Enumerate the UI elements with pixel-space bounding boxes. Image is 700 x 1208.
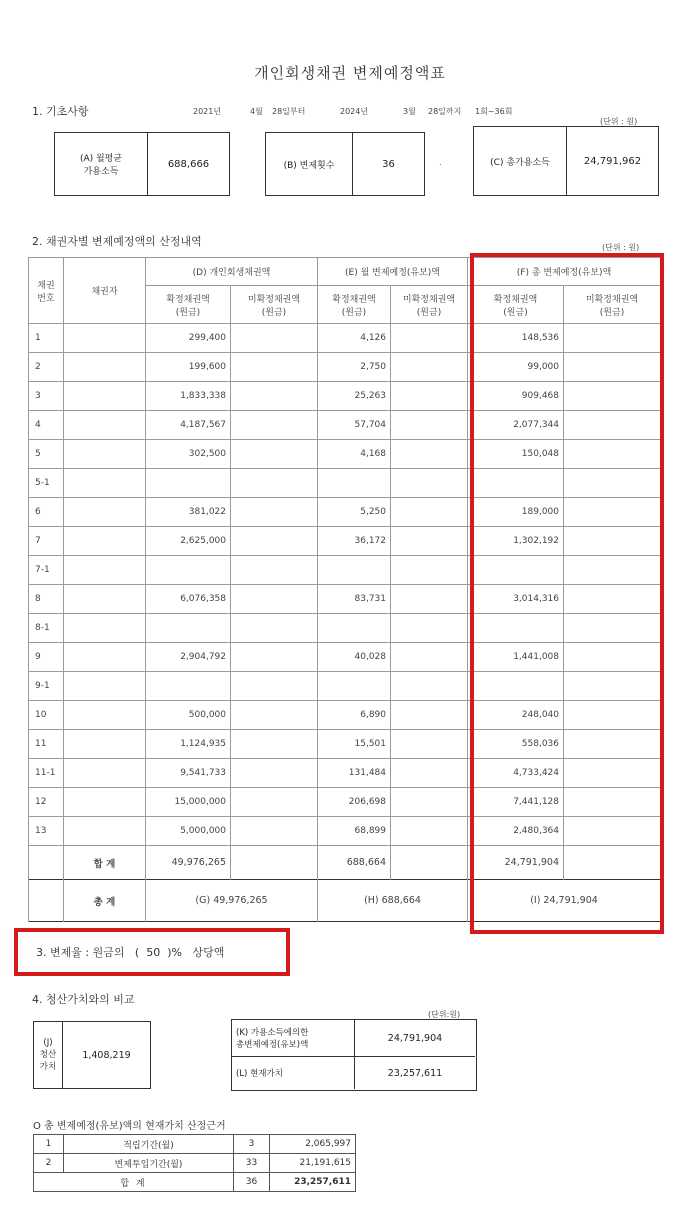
document-title: 개인회생채권 변제예정액표 xyxy=(254,64,446,82)
f-confirmed-cell: 3,014,316 xyxy=(468,585,564,614)
section1-heading: 1. 기초사항 xyxy=(32,105,89,118)
e-unconfirmed-cell xyxy=(391,527,468,556)
e-unconfirmed-cell xyxy=(391,643,468,672)
period-end-day: 28일까지 xyxy=(428,107,462,116)
e-unconfirmed-cell xyxy=(391,817,468,846)
f-confirmed-cell: 2,480,364 xyxy=(468,817,564,846)
present-value-basis-table xyxy=(33,1134,356,1192)
f-confirmed-cell: 7,441,128 xyxy=(468,788,564,817)
j-label-1: (J) xyxy=(43,1038,53,1048)
creditor-no-cell: 11 xyxy=(29,730,64,759)
box-c-total-income xyxy=(473,126,659,196)
e-unconfirmed-cell xyxy=(391,498,468,527)
d-unconfirmed-cell xyxy=(231,556,318,585)
total-label: 총 계 xyxy=(64,880,146,922)
subtotal-label: 합 계 xyxy=(64,846,146,880)
creditor-no-cell: 7-1 xyxy=(29,556,64,585)
d-unconfirmed-cell xyxy=(231,527,318,556)
e-unconfirmed-cell xyxy=(391,382,468,411)
d-confirmed-cell: 500,000 xyxy=(146,701,231,730)
e-unconfirmed-cell xyxy=(391,614,468,643)
d-unconfirmed-cell xyxy=(231,759,318,788)
col-d-unconfirmed-line1: 미확정채권액 xyxy=(247,294,301,305)
basis-row-2-no: 2 xyxy=(34,1154,64,1173)
col-group-d: (D) 개인회생채권액 xyxy=(146,258,318,286)
section4-heading: 4. 청산가치와의 비교 xyxy=(32,993,135,1006)
creditor-name-cell xyxy=(64,730,146,759)
e-confirmed-cell: 4,126 xyxy=(318,324,391,353)
creditor-name-cell xyxy=(64,556,146,585)
e-confirmed-cell: 57,704 xyxy=(318,411,391,440)
e-confirmed-cell: 83,731 xyxy=(318,585,391,614)
d-confirmed-cell xyxy=(146,469,231,498)
basis-total-months: 36 xyxy=(234,1173,270,1192)
e-confirmed-cell: 131,484 xyxy=(318,759,391,788)
section1-unit: (단위 : 원) xyxy=(600,117,638,126)
basis-total-row xyxy=(34,1173,356,1192)
creditor-name-cell xyxy=(64,527,146,556)
d-unconfirmed-cell xyxy=(231,382,318,411)
col-f-confirmed-line2: (원금) xyxy=(503,307,528,318)
d-unconfirmed-cell xyxy=(231,817,318,846)
f-confirmed-cell: 248,040 xyxy=(468,701,564,730)
box-c-value: 24,791,962 xyxy=(583,155,642,167)
col-header-creditor: 채권자 xyxy=(64,258,146,324)
creditor-name-cell xyxy=(64,817,146,846)
d-unconfirmed-cell xyxy=(231,498,318,527)
box-a-value: 688,666 xyxy=(167,158,210,170)
basis-total-amount: 23,257,611 xyxy=(270,1173,356,1192)
creditor-name-cell xyxy=(64,382,146,411)
col-d-unconfirmed-line2: (원금) xyxy=(261,307,287,318)
creditor-no-cell: 9-1 xyxy=(29,672,64,701)
creditor-name-cell xyxy=(64,788,146,817)
d-confirmed-cell xyxy=(146,614,231,643)
j-label-3: 가치 xyxy=(39,1062,57,1072)
e-unconfirmed-cell xyxy=(391,440,468,469)
col-d-confirmed xyxy=(146,286,231,324)
total-h: (H) 688,664 xyxy=(318,880,468,922)
period-rounds: 1회~36회 xyxy=(475,107,513,116)
creditor-no-cell: 4 xyxy=(29,411,64,440)
d-unconfirmed-cell xyxy=(231,730,318,759)
e-unconfirmed-cell xyxy=(391,353,468,382)
repayment-rate-box xyxy=(14,928,290,976)
col-header-no-line1: 채권 xyxy=(37,280,55,291)
creditor-no-cell: 1 xyxy=(29,324,64,353)
d-unconfirmed-cell xyxy=(231,353,318,382)
box-b-label: (B) 변제횟수 xyxy=(266,133,353,195)
period-start-month: 4월 xyxy=(250,107,263,116)
col-header-no-line2: 번호 xyxy=(37,293,55,304)
section4-unit: (단위:원) xyxy=(428,1010,461,1019)
liquidation-value-box xyxy=(33,1021,151,1089)
d-unconfirmed-cell xyxy=(231,324,318,353)
e-unconfirmed-cell xyxy=(391,556,468,585)
col-group-e: (E) 월 변제예정(유보)액 xyxy=(318,258,468,286)
creditor-no-cell: 7 xyxy=(29,527,64,556)
basis-row-1-no: 1 xyxy=(34,1135,64,1154)
highlight-total-repayment-column xyxy=(470,253,664,934)
creditor-no-cell: 2 xyxy=(29,353,64,382)
f-confirmed-cell: 1,441,008 xyxy=(468,643,564,672)
d-confirmed-cell: 9,541,733 xyxy=(146,759,231,788)
d-unconfirmed-cell xyxy=(231,788,318,817)
f-confirmed-cell: 148,536 xyxy=(468,324,564,353)
k-label xyxy=(232,1020,355,1057)
d-confirmed-cell: 299,400 xyxy=(146,324,231,353)
repayment-rate-text: 3. 변제율 : 원금의 ( 50 )% 상당액 xyxy=(36,946,225,959)
creditor-name-cell xyxy=(64,440,146,469)
d-unconfirmed-cell xyxy=(231,643,318,672)
d-unconfirmed-cell xyxy=(231,469,318,498)
e-confirmed-cell: 68,899 xyxy=(318,817,391,846)
e-confirmed-cell: 15,501 xyxy=(318,730,391,759)
d-unconfirmed-cell xyxy=(231,701,318,730)
col-d-confirmed-line1: 확정채권액 xyxy=(166,294,210,305)
creditor-name-cell xyxy=(64,324,146,353)
period-end-month: 3월 xyxy=(403,107,416,116)
box-b-repayments xyxy=(265,132,425,196)
f-confirmed-cell: 99,000 xyxy=(468,353,564,382)
e-confirmed-cell: 25,263 xyxy=(318,382,391,411)
e-unconfirmed-cell xyxy=(391,469,468,498)
col-d-confirmed-line2: (원금) xyxy=(175,307,201,318)
col-e-unconfirmed-line1: 미확정채권액 xyxy=(402,294,456,305)
col-f-confirmed-line1: 확정채권액 xyxy=(493,294,538,305)
f-confirmed-cell: 4,733,424 xyxy=(468,759,564,788)
e-confirmed-cell: 40,028 xyxy=(318,643,391,672)
basis-row-2-months: 33 xyxy=(234,1154,270,1173)
subtotal-d: 49,976,265 xyxy=(146,846,231,880)
d-confirmed-cell: 199,600 xyxy=(146,353,231,382)
creditor-name-cell xyxy=(64,469,146,498)
e-unconfirmed-cell xyxy=(391,324,468,353)
creditor-no-cell: 8 xyxy=(29,585,64,614)
j-label xyxy=(34,1022,63,1088)
d-unconfirmed-cell xyxy=(231,614,318,643)
e-unconfirmed-cell xyxy=(391,411,468,440)
creditor-name-cell xyxy=(64,585,146,614)
e-confirmed-cell: 4,168 xyxy=(318,440,391,469)
f-confirmed-cell: 189,000 xyxy=(468,498,564,527)
k-value: 24,791,904 xyxy=(355,1020,475,1057)
creditor-name-cell xyxy=(64,701,146,730)
e-confirmed-cell: 206,698 xyxy=(318,788,391,817)
col-f-unconfirmed-line1: 미확정채권액 xyxy=(585,294,639,305)
section2-unit: (단위 : 원) xyxy=(602,243,640,252)
e-unconfirmed-cell xyxy=(391,759,468,788)
basis-row-1 xyxy=(34,1135,356,1154)
creditor-no-cell: 5-1 xyxy=(29,469,64,498)
f-confirmed-cell: 558,036 xyxy=(468,730,564,759)
d-unconfirmed-cell xyxy=(231,411,318,440)
col-e-confirmed xyxy=(318,286,391,324)
d-unconfirmed-cell xyxy=(231,440,318,469)
creditor-name-cell xyxy=(64,759,146,788)
present-value-basis-heading: O 총 변제예정(유보)액의 현재가치 산정근거 xyxy=(33,1121,226,1132)
d-confirmed-cell: 302,500 xyxy=(146,440,231,469)
col-e-unconfirmed-line2: (원금) xyxy=(416,307,442,318)
l-value: 23,257,611 xyxy=(387,1067,443,1079)
e-confirmed-cell xyxy=(318,672,391,701)
creditor-no-cell: 3 xyxy=(29,382,64,411)
d-confirmed-cell: 5,000,000 xyxy=(146,817,231,846)
creditor-name-cell xyxy=(64,498,146,527)
e-unconfirmed-cell xyxy=(391,701,468,730)
e-confirmed-cell: 5,250 xyxy=(318,498,391,527)
basis-total-label: 합 계 xyxy=(34,1173,234,1192)
period-start-day: 28일부터 xyxy=(272,107,306,116)
e-confirmed-cell xyxy=(318,469,391,498)
col-group-f: (F) 총 변제예정(유보)액 xyxy=(468,258,661,286)
e-unconfirmed-cell xyxy=(391,672,468,701)
creditor-no-cell: 11-1 xyxy=(29,759,64,788)
basis-row-1-months: 3 xyxy=(234,1135,270,1154)
d-unconfirmed-cell xyxy=(231,672,318,701)
e-confirmed-cell xyxy=(318,614,391,643)
creditor-name-cell xyxy=(64,353,146,382)
creditor-no-cell: 9 xyxy=(29,643,64,672)
d-confirmed-cell: 15,000,000 xyxy=(146,788,231,817)
basis-row-2-amount: 21,191,615 xyxy=(270,1154,356,1173)
creditor-no-cell: 6 xyxy=(29,498,64,527)
subtotal-e: 688,664 xyxy=(318,846,391,880)
col-e-unconfirmed xyxy=(391,286,468,324)
basis-row-2-label: 변제투입기간(월) xyxy=(64,1154,234,1173)
f-confirmed-cell: 150,048 xyxy=(468,440,564,469)
d-confirmed-cell xyxy=(146,556,231,585)
e-confirmed-cell: 6,890 xyxy=(318,701,391,730)
creditor-name-cell xyxy=(64,411,146,440)
col-f-unconfirmed-line2: (원금) xyxy=(599,307,625,318)
f-confirmed-cell: 909,468 xyxy=(468,382,564,411)
col-header-no xyxy=(29,258,64,324)
creditor-no-cell: 10 xyxy=(29,701,64,730)
d-confirmed-cell xyxy=(146,672,231,701)
d-confirmed-cell: 2,904,792 xyxy=(146,643,231,672)
e-unconfirmed-cell xyxy=(391,788,468,817)
box-a-label xyxy=(55,133,148,195)
box-a-label-line2: 가용소득 xyxy=(83,167,119,177)
col-d-unconfirmed xyxy=(231,286,318,324)
box-a-label-line1: (A) 월평균 xyxy=(79,154,123,164)
l-label: (L) 현재가치 xyxy=(232,1057,355,1089)
col-e-confirmed-line1: 확정채권액 xyxy=(332,294,376,305)
d-confirmed-cell: 1,124,935 xyxy=(146,730,231,759)
k-label-1: (K) 가용소득에의한 xyxy=(236,1028,309,1038)
total-g: (G) 49,976,265 xyxy=(146,880,318,922)
e-confirmed-cell: 36,172 xyxy=(318,527,391,556)
d-confirmed-cell: 2,625,000 xyxy=(146,527,231,556)
box-c-label: (C) 총가용소득 xyxy=(474,127,567,195)
creditor-name-cell xyxy=(64,614,146,643)
e-unconfirmed-cell xyxy=(391,730,468,759)
j-value: 1,408,219 xyxy=(82,1049,131,1061)
creditor-no-cell: 5 xyxy=(29,440,64,469)
d-unconfirmed-cell xyxy=(231,585,318,614)
basis-row-1-label: 적립기간(월) xyxy=(64,1135,234,1154)
d-confirmed-cell: 381,022 xyxy=(146,498,231,527)
creditor-name-cell xyxy=(64,672,146,701)
f-confirmed-cell: 2,077,344 xyxy=(468,411,564,440)
e-unconfirmed-cell xyxy=(391,585,468,614)
f-confirmed-cell: 1,302,192 xyxy=(468,527,564,556)
subtotal-f: 24,791,904 xyxy=(468,846,564,880)
creditor-no-cell: 8-1 xyxy=(29,614,64,643)
comparison-box xyxy=(231,1019,477,1091)
col-e-confirmed-line2: (원금) xyxy=(341,307,367,318)
e-confirmed-cell xyxy=(318,556,391,585)
d-confirmed-cell: 1,833,338 xyxy=(146,382,231,411)
period-end-year: 2024년 xyxy=(340,107,369,116)
box-b-value: 36 xyxy=(382,158,395,170)
separator-dot: . xyxy=(439,158,442,167)
box-a-monthly-income xyxy=(54,132,230,196)
creditor-name-cell xyxy=(64,643,146,672)
section2-heading: 2. 채권자별 변제예정액의 산정내역 xyxy=(32,235,202,248)
total-i: (I) 24,791,904 xyxy=(468,880,661,922)
basis-row-1-amount: 2,065,997 xyxy=(270,1135,356,1154)
creditor-no-cell: 12 xyxy=(29,788,64,817)
d-confirmed-cell: 4,187,567 xyxy=(146,411,231,440)
k-label-2: 총변제예정(유보)액 xyxy=(236,1040,309,1050)
j-label-2: 청산 xyxy=(39,1050,57,1060)
period-start-year: 2021년 xyxy=(193,107,222,116)
d-confirmed-cell: 6,076,358 xyxy=(146,585,231,614)
basis-row-2 xyxy=(34,1154,356,1173)
creditor-no-cell: 13 xyxy=(29,817,64,846)
e-confirmed-cell: 2,750 xyxy=(318,353,391,382)
